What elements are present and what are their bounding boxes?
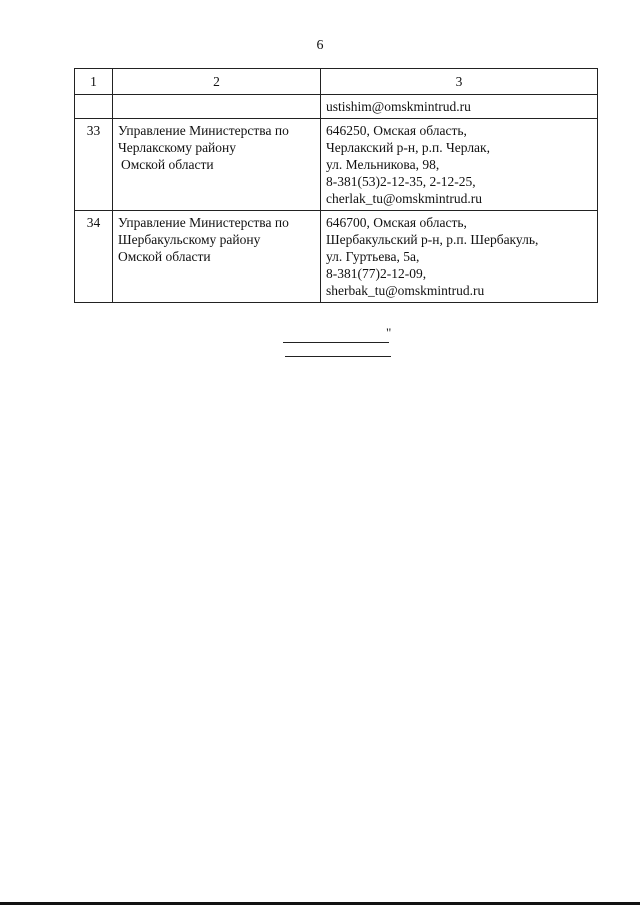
- name-line: Черлакскому району: [118, 140, 237, 155]
- email-text: cherlak_tu@omskmintrud.ru: [326, 191, 483, 206]
- row-number-cell: 34: [75, 211, 113, 303]
- address-line: ул. Мельникова, 98,: [326, 157, 440, 172]
- name-cell: [113, 211, 321, 303]
- address-line: Черлакский р-н, р.п. Черлак,: [326, 140, 490, 155]
- phone-line: 8-381(77)2-12-09,: [326, 266, 427, 281]
- separator-line-2: [285, 356, 391, 357]
- organizations-table: [74, 68, 598, 303]
- name-line: Управление Министерства по: [118, 123, 289, 138]
- column-header-2: 2: [113, 69, 321, 95]
- address-line: 646700, Омская область,: [326, 215, 467, 230]
- phone-line: 8-381(53)2-12-35, 2-12-25,: [326, 174, 476, 189]
- separator-line-1: [283, 342, 389, 343]
- name-line: Управление Министерства по: [118, 215, 289, 230]
- name-line: Омской области: [118, 249, 211, 264]
- column-header-1: 1: [75, 69, 113, 95]
- row-number-cell: 33: [75, 119, 113, 211]
- closing-quote-mark: ": [386, 325, 392, 340]
- address-cell: [321, 95, 598, 119]
- name-cell: [113, 95, 321, 119]
- name-line: Омской области: [121, 157, 214, 172]
- name-line: Шербакульскому району: [118, 232, 261, 247]
- email-text: ustishim@omskmintrud.ru: [326, 99, 471, 114]
- page-number: 6: [316, 38, 324, 53]
- table-row-continuation: [75, 95, 598, 119]
- address-line: Шербакульский р-н, р.п. Шербакуль,: [326, 232, 539, 247]
- column-header-3: 3: [321, 69, 598, 95]
- table-header-row: [75, 69, 598, 95]
- row-number-cell: [75, 95, 113, 119]
- address-cell: [321, 119, 598, 211]
- address-cell: [321, 211, 598, 303]
- table-row: [75, 119, 598, 211]
- address-line: ул. Гуртьева, 5а,: [326, 249, 420, 264]
- address-line: 646250, Омская область,: [326, 123, 467, 138]
- table-row: [75, 211, 598, 303]
- name-cell: [113, 119, 321, 211]
- email-text: sherbak_tu@omskmintrud.ru: [326, 283, 485, 298]
